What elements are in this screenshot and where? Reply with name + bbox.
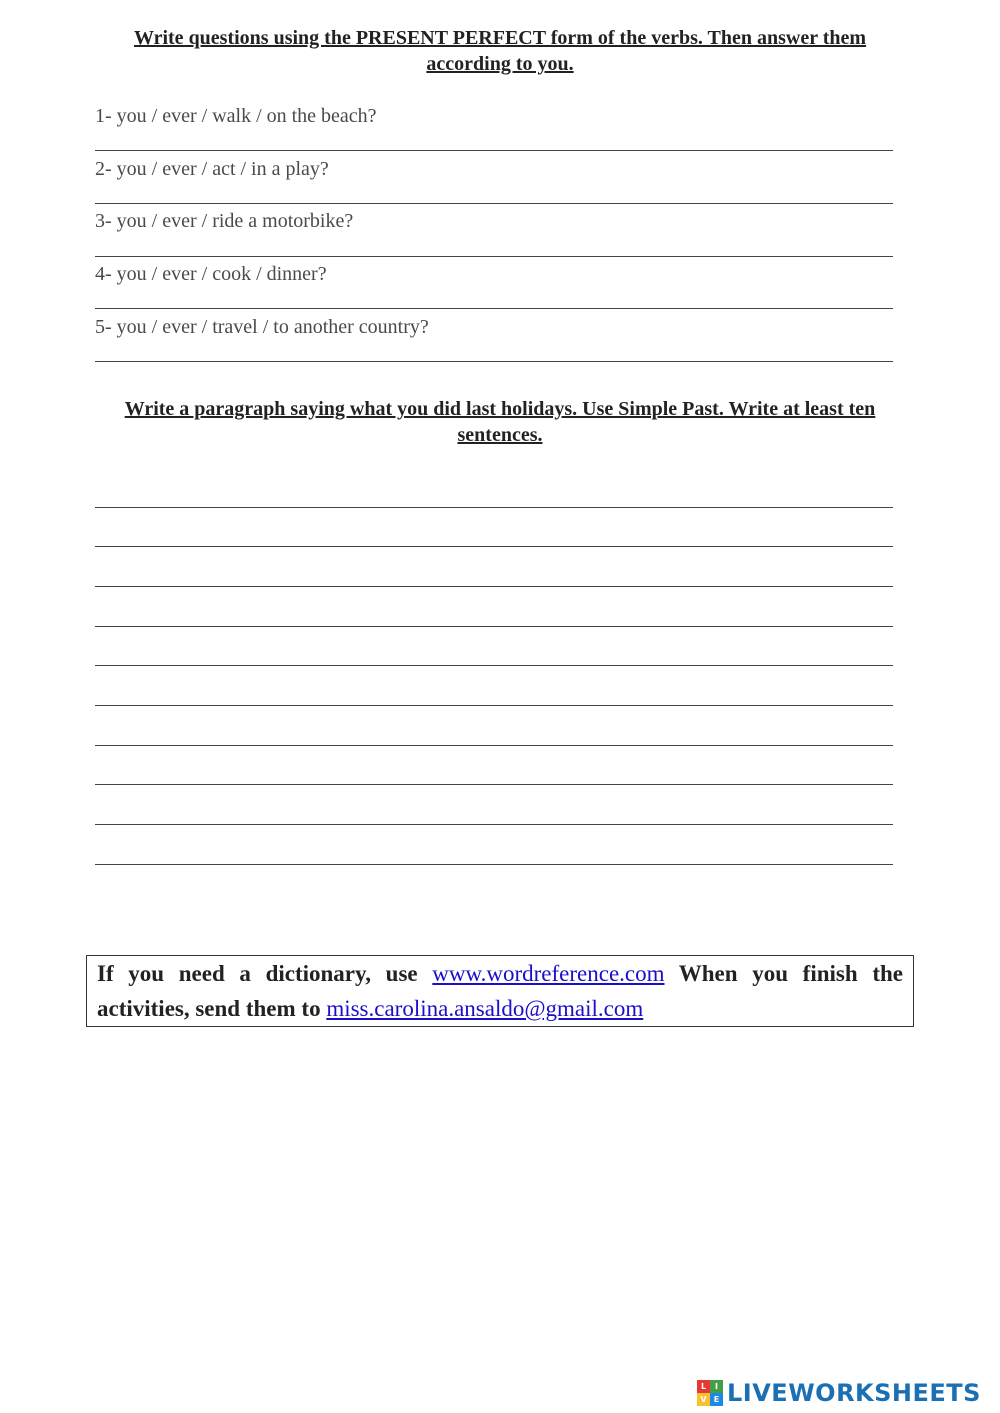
notice-text-middle: When you finish the activities, send them to bbox=[97, 961, 903, 1021]
paragraph-line-7[interactable] bbox=[95, 745, 893, 746]
question-5: 5- you / ever / travel / to another country? bbox=[95, 316, 429, 338]
dictionary-link[interactable]: www.wordreference.com bbox=[432, 961, 665, 986]
answer-line-1[interactable] bbox=[95, 150, 893, 151]
dictionary-notice-box bbox=[86, 955, 914, 1027]
exercise-1-heading: Write questions using the PRESENT PERFECT form of the verbs. Then answer them according to you. bbox=[133, 27, 867, 75]
paragraph-line-3[interactable] bbox=[95, 586, 893, 587]
answer-line-4[interactable] bbox=[95, 308, 893, 309]
paragraph-line-10[interactable] bbox=[95, 864, 893, 865]
logo-letter-i: I bbox=[710, 1380, 723, 1393]
question-3: 3- you / ever / ride a motorbike? bbox=[95, 210, 354, 232]
logo-letter-v: V bbox=[697, 1393, 710, 1406]
paragraph-line-1[interactable] bbox=[95, 507, 893, 508]
paragraph-line-9[interactable] bbox=[95, 824, 893, 825]
exercise-2-heading: Write a paragraph saying what you did last holidays. Use Simple Past. Write at least ten sentences. bbox=[124, 398, 876, 446]
liveworksheets-logo-text: LIVEWORKSHEETS bbox=[727, 1379, 981, 1407]
question-1: 1- you / ever / walk / on the beach? bbox=[95, 105, 377, 127]
paragraph-line-4[interactable] bbox=[95, 626, 893, 627]
logo-letter-l: L bbox=[697, 1380, 710, 1393]
answer-line-2[interactable] bbox=[95, 203, 893, 204]
paragraph-line-5[interactable] bbox=[95, 665, 893, 666]
paragraph-line-8[interactable] bbox=[95, 784, 893, 785]
paragraph-line-2[interactable] bbox=[95, 546, 893, 547]
notice-text-start: If you need a dictionary, use bbox=[97, 961, 433, 986]
liveworksheets-logo-icon bbox=[697, 1380, 723, 1406]
logo-letter-e: E bbox=[710, 1393, 723, 1406]
email-link[interactable]: miss.carolina.ansaldo@gmail.com bbox=[326, 996, 644, 1021]
answer-line-3[interactable] bbox=[95, 256, 893, 257]
answer-line-5[interactable] bbox=[95, 361, 893, 362]
paragraph-line-6[interactable] bbox=[95, 705, 893, 706]
liveworksheets-logo bbox=[697, 1377, 981, 1409]
question-2: 2- you / ever / act / in a play? bbox=[95, 158, 329, 180]
question-4: 4- you / ever / cook / dinner? bbox=[95, 263, 327, 285]
